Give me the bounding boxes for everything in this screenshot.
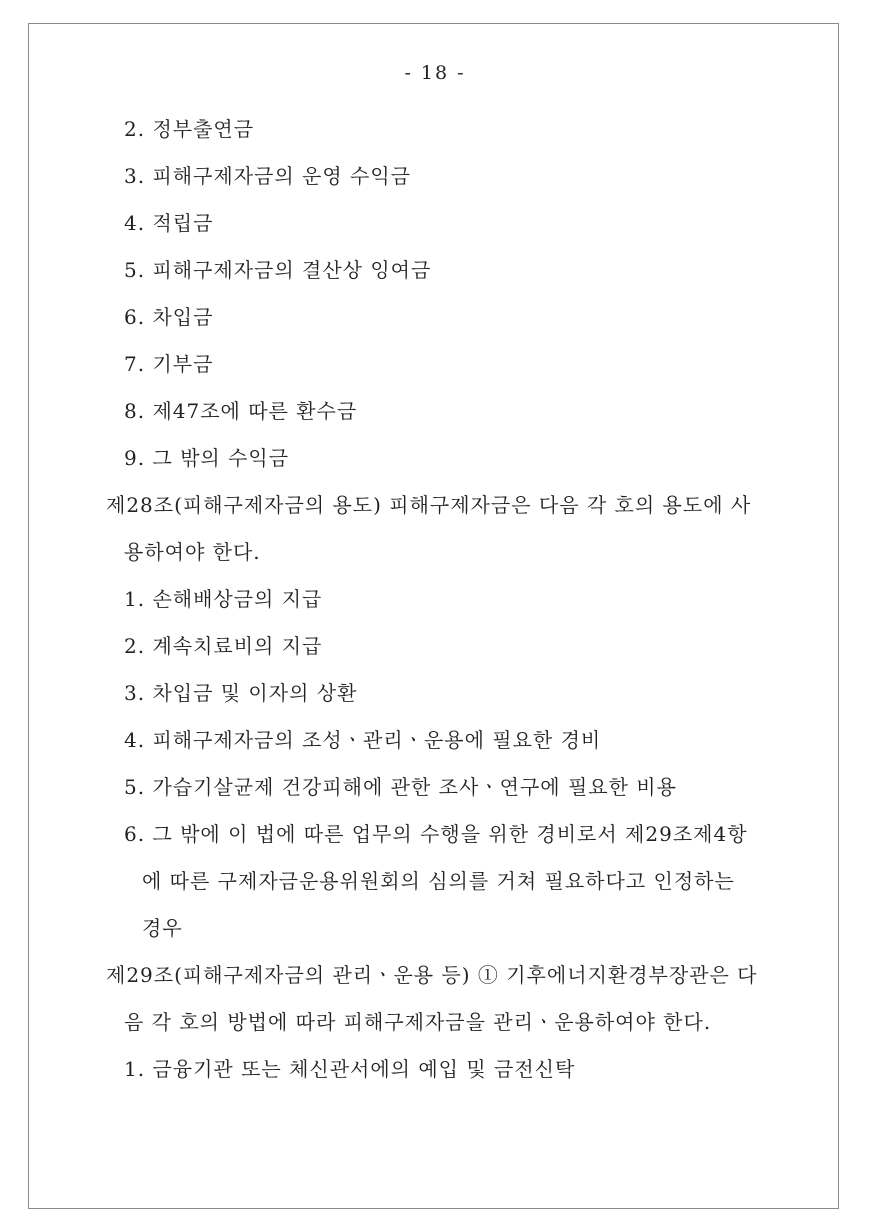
list-item: 1. 손해배상금의 지급 [124, 587, 323, 611]
article-28-heading: 제28조(피해구제자금의 용도) 피해구제자금은 다음 각 호의 용도에 사 [106, 493, 752, 517]
list-item: 1. 금융기관 또는 체신관서에의 예입 및 금전신탁 [124, 1057, 576, 1081]
page-number: - 18 - [404, 62, 466, 84]
list-item: 7. 기부금 [124, 352, 214, 376]
list-item: 2. 정부출연금 [124, 117, 255, 141]
list-item-continuation: 경우 [142, 916, 183, 940]
list-item: 3. 피해구제자금의 운영 수익금 [124, 164, 411, 188]
list-item: 3. 차입금 및 이자의 상환 [124, 681, 358, 705]
list-item: 4. 피해구제자금의 조성ㆍ관리ㆍ운용에 필요한 경비 [124, 728, 602, 752]
list-item: 5. 가습기살균제 건강피해에 관한 조사ㆍ연구에 필요한 비용 [124, 775, 677, 799]
article-28-continuation: 용하여야 한다. [124, 540, 261, 564]
list-item: 2. 계속치료비의 지급 [124, 634, 323, 658]
list-item: 4. 적립금 [124, 211, 214, 235]
article-29-continuation: 음 각 호의 방법에 따라 피해구제자금을 관리ㆍ운용하여야 한다. [124, 1010, 712, 1034]
list-item: 6. 그 밖에 이 법에 따른 업무의 수행을 위한 경비로서 제29조제4항 [124, 822, 748, 846]
list-item: 5. 피해구제자금의 결산상 잉여금 [124, 258, 432, 282]
list-item: 8. 제47조에 따른 환수금 [124, 399, 358, 423]
article-29-heading: 제29조(피해구제자금의 관리ㆍ운용 등) ① 기후에너지환경부장관은 다 [106, 963, 758, 987]
list-item-continuation: 에 따른 구제자금운용위원회의 심의를 거쳐 필요하다고 인정하는 [142, 869, 735, 893]
list-item: 9. 그 밖의 수익금 [124, 446, 290, 470]
list-item: 6. 차입금 [124, 305, 214, 329]
